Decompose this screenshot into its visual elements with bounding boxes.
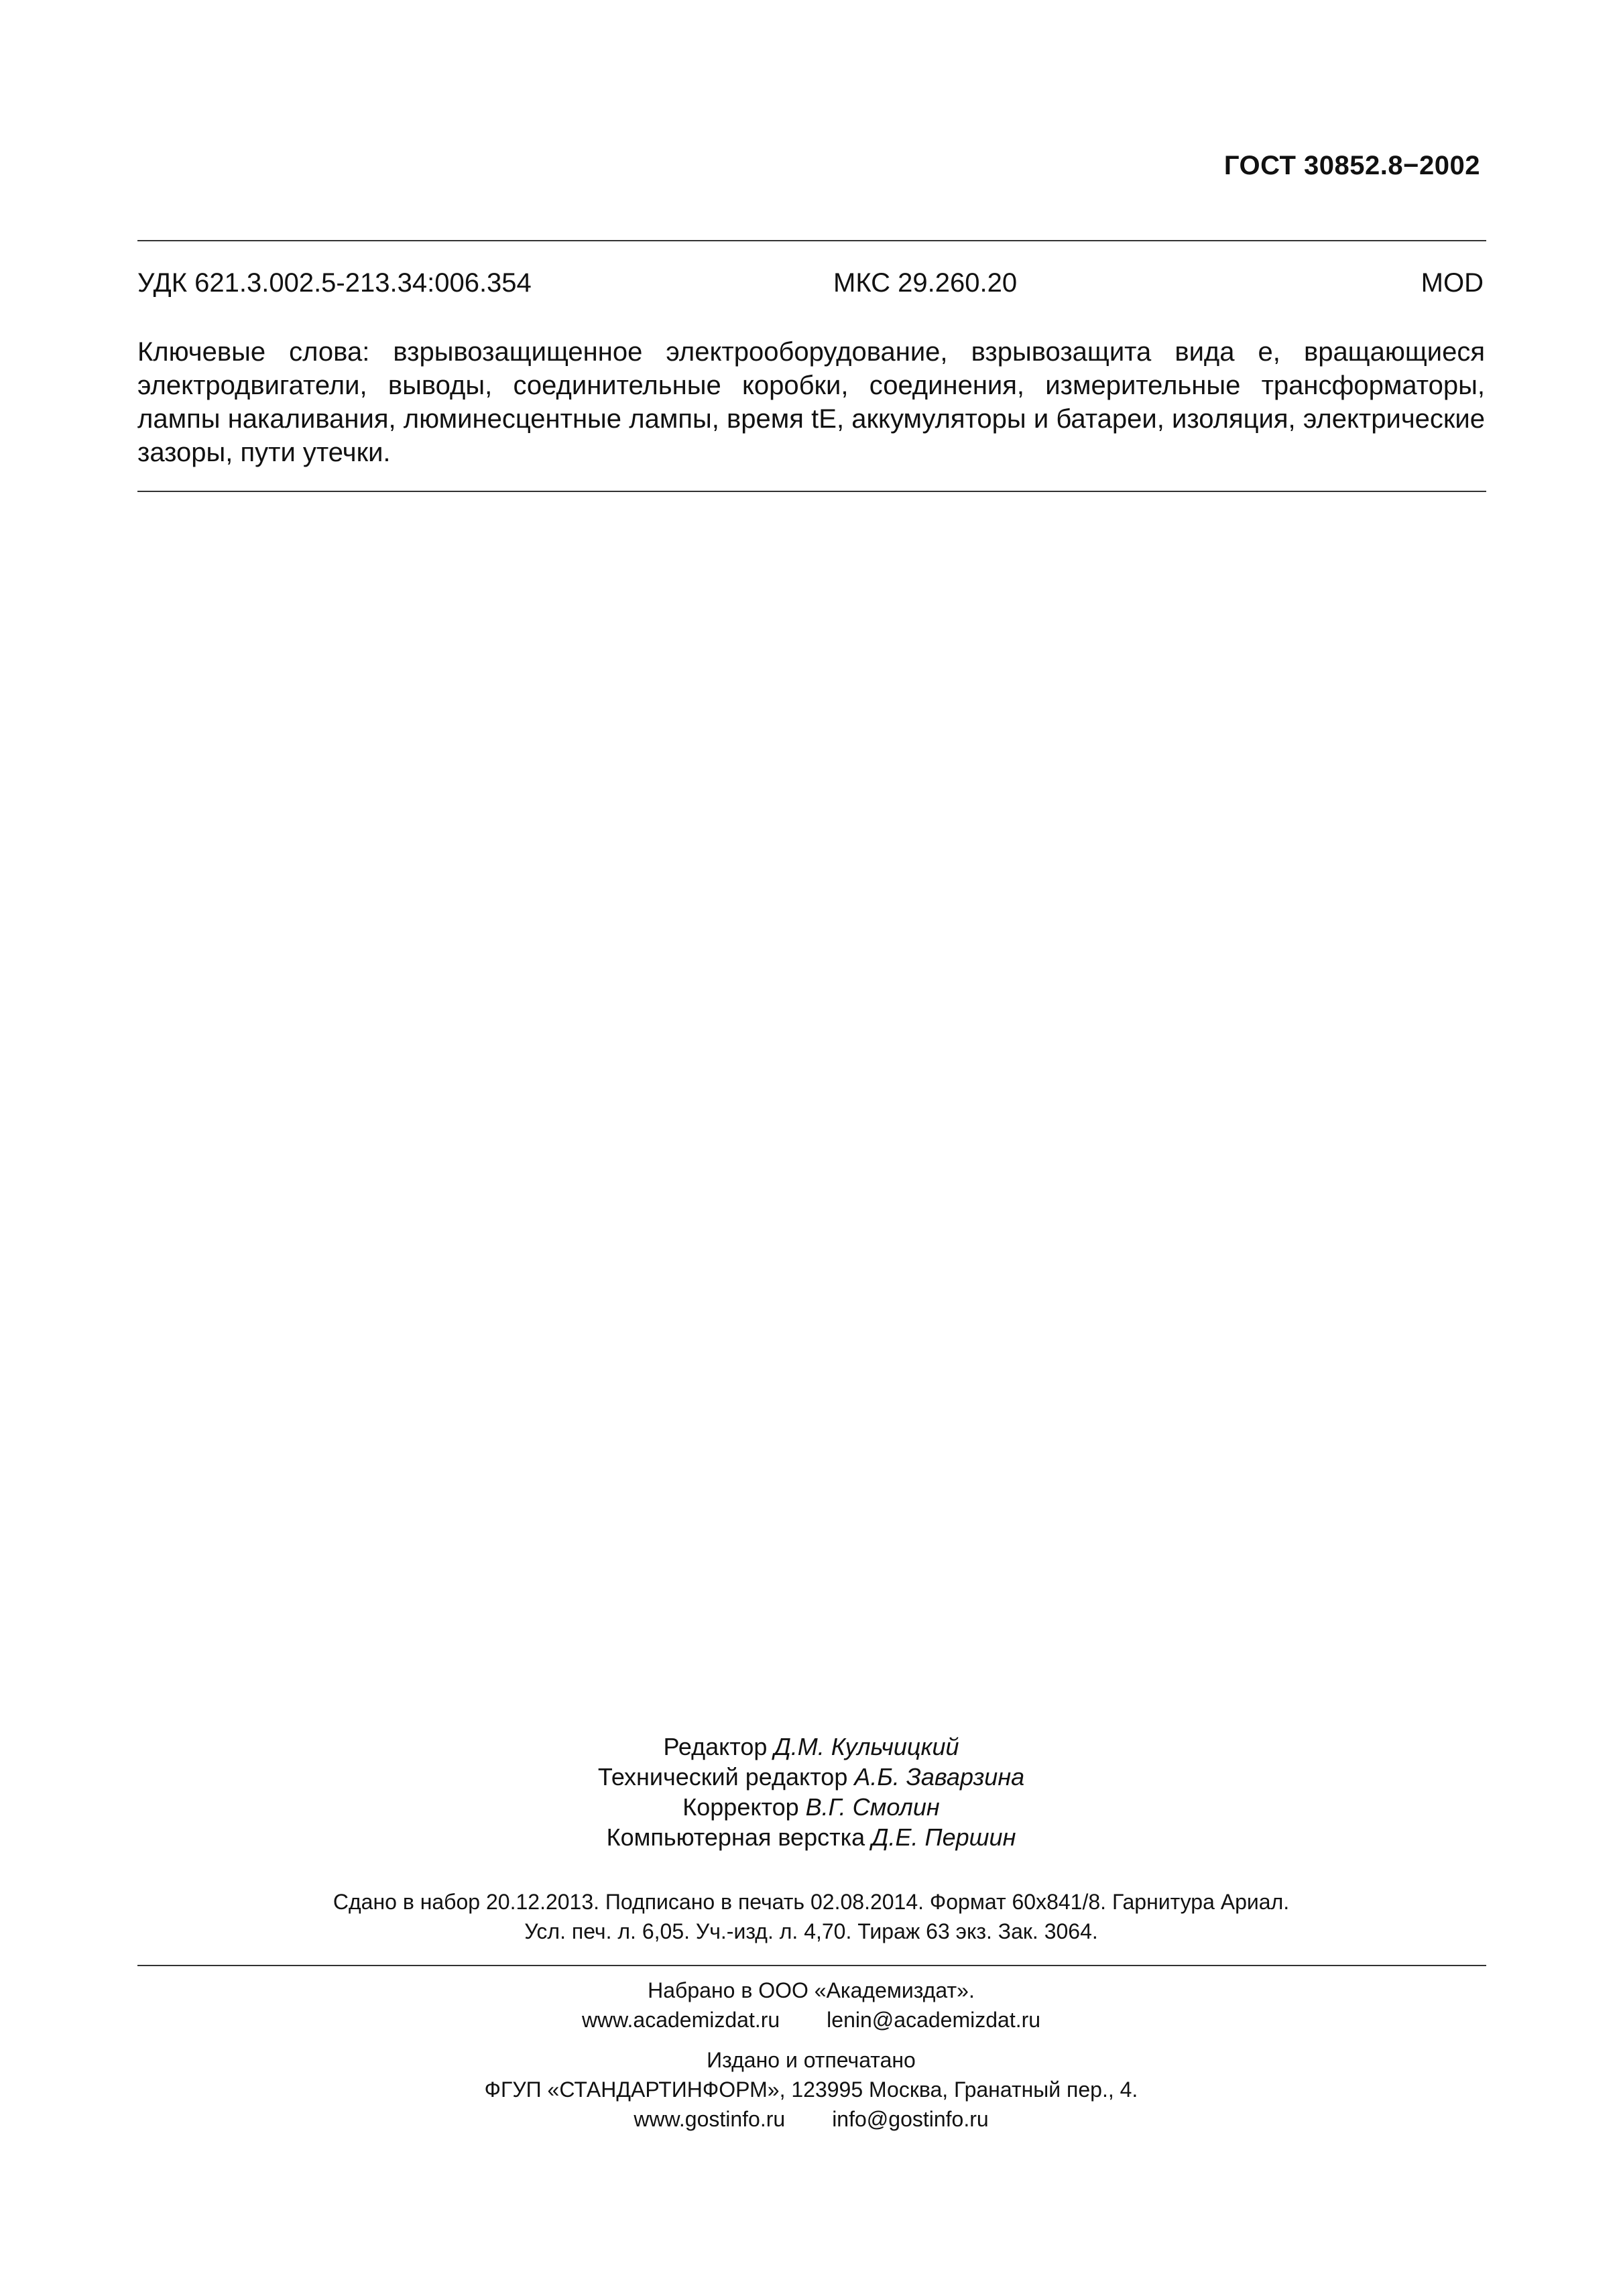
mks-code: МКС 29.260.20 (833, 268, 1018, 298)
print-info-line: Сдано в набор 20.12.2013. Подписано в печать 02.08.2014. Формат 60х841/8. Гарнитура Ариал. (333, 1890, 1290, 1914)
publisher-address: ФГУП «СТАНДАРТИНФОРМ», 123995 Москва, Гранатный пер., 4. (484, 2077, 1138, 2102)
publisher-block (137, 2045, 1485, 2134)
typeset-email-link[interactable]: lenin@academizdat.ru (827, 2008, 1041, 2032)
print-info-block (137, 1887, 1485, 1946)
imprint-divider (137, 1965, 1486, 1966)
credit-line (137, 1732, 1485, 1762)
credit-person: Д.М. Кульчицкий (774, 1733, 959, 1760)
keywords-paragraph: Ключевые слова: взрывозащищенное электрооборудование, взрывозащита вида е, вращающиеся электродвигатели, выводы, соединительные коробки, соединения, измерительные трансформаторы, лампы накаливания, люминесцентные лампы, время tE, аккумуляторы и батареи, изоляция, электрические зазоры, пути утечки. (137, 337, 1485, 467)
typeset-contacts (137, 2005, 1485, 2035)
credit-person: В.Г. Смолин (805, 1793, 940, 1821)
credit-role: Корректор (682, 1793, 799, 1821)
credit-line (137, 1822, 1485, 1852)
top-divider (137, 240, 1486, 241)
credits-block (137, 1732, 1485, 1852)
typeset-company: Набрано в ООО «Академиздат». (648, 1978, 975, 2002)
credit-line (137, 1792, 1485, 1822)
credit-line (137, 1762, 1485, 1792)
publisher-website-link[interactable]: www.gostinfo.ru (634, 2107, 786, 2131)
typeset-block (137, 1976, 1485, 2035)
credit-role: Компьютерная верстка (606, 1823, 865, 1851)
print-info-line: Усл. печ. л. 6,05. Уч.-изд. л. 4,70. Тираж 63 экз. Зак. 3064. (524, 1919, 1098, 1943)
publisher-email-link[interactable]: info@gostinfo.ru (832, 2107, 989, 2131)
keywords-divider (137, 491, 1486, 492)
typeset-website-link[interactable]: www.academizdat.ru (581, 2008, 780, 2032)
publisher-heading: Издано и отпечатано (707, 2048, 916, 2072)
publisher-contacts (137, 2104, 1485, 2134)
udk-code: УДК 621.3.002.5-213.34:006.354 (137, 268, 532, 298)
credit-person: А.Б. Заварзина (854, 1763, 1025, 1791)
credit-role: Технический редактор (597, 1763, 848, 1791)
credit-person: Д.Е. Першин (871, 1823, 1016, 1851)
mod-label: MOD (1421, 268, 1484, 298)
classification-row (137, 268, 1484, 302)
gost-number: ГОСТ 30852.8−2002 (1223, 151, 1480, 180)
credit-role: Редактор (663, 1733, 768, 1760)
